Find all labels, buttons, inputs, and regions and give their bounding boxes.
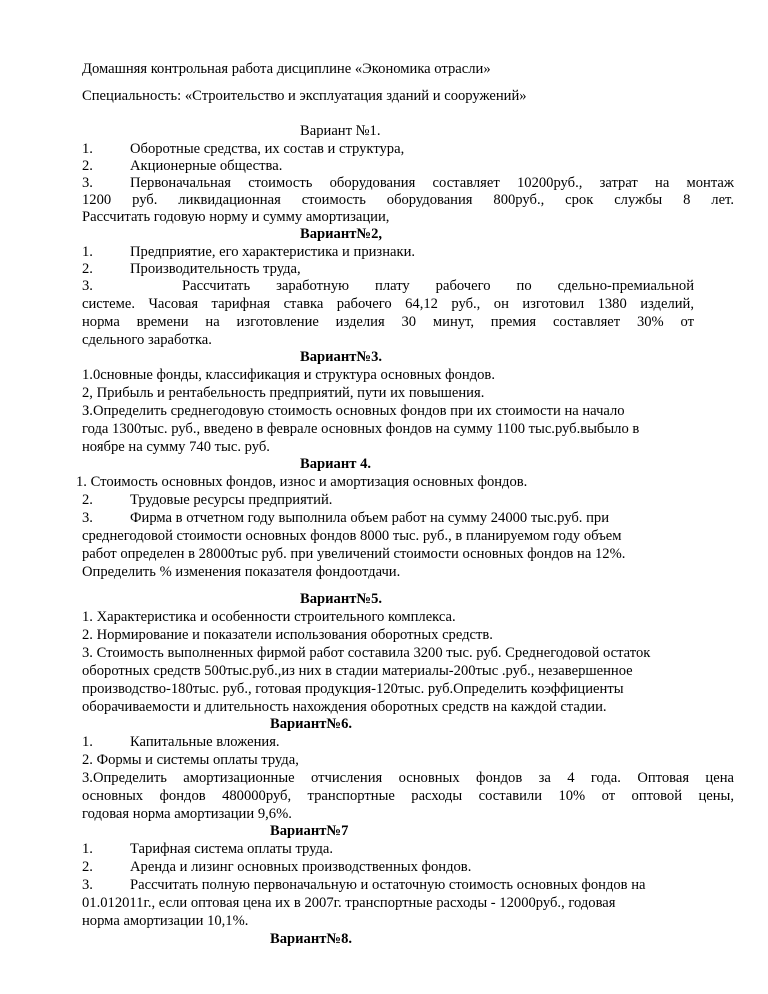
- list-item: Тарифная система оплаты труда.: [130, 841, 334, 857]
- task-line: 3. Стоимость выполненных фирмой работ составила 3200 тыс. руб. Среднегодовой остаток: [82, 645, 651, 661]
- task-line: 01.012011г., если оптовая цена их в 2007г. транспортные расходы - 12000руб., годовая: [82, 895, 616, 911]
- list-item: Аренда и лизинг основных производственных фондов.: [130, 859, 472, 875]
- list-item: Производительность труда,: [130, 261, 301, 277]
- list-number: 3.: [82, 278, 93, 294]
- variant-2-title: Вариант№2,: [300, 226, 383, 242]
- task-line: оборотных средств 500тыс.руб.,из них в стадии материалы-200тыс .руб., незавершенное: [82, 663, 633, 679]
- task-line: ноябре на сумму 740 тыс. руб.: [82, 439, 270, 455]
- variant-8-title: Вариант№8.: [270, 931, 353, 947]
- specialty-line: Специальность: «Строительство и эксплуатация зданий и сооружений»: [82, 88, 527, 104]
- variant-5-title: Вариант№5.: [300, 591, 383, 607]
- list-number: 2.: [82, 158, 93, 174]
- list-item: Капитальные вложения.: [130, 734, 280, 750]
- task-line: производство-180тыс. руб., готовая продукция-120тыс. руб.Определить коэффициенты: [82, 681, 624, 697]
- task-line: оборачиваемости и длительность нахождения оборотных средств на каждой стадии.: [82, 699, 607, 715]
- task-line: З.Определить среднегодовую стоимость основных фондов при их стоимости на начало: [82, 403, 625, 419]
- list-number: 1.: [82, 734, 93, 750]
- list-item: 1. Стоимость основных фондов, износ и амортизация основных фондов.: [76, 474, 528, 490]
- variant-4-title: Вариант 4.: [300, 456, 372, 472]
- task-line: годовая норма амортизации 9,6%.: [82, 806, 292, 822]
- list-item: 2. Нормирование и показатели использования оборотных средств.: [82, 627, 493, 643]
- list-item: 1.0сновные фонды, классификация и структура основных фондов.: [82, 367, 495, 383]
- task-line: норма времени на изготовление изделия 30 минут, премия составляет 30% от: [82, 314, 694, 330]
- task-line: работ определен в 28000тыс руб. при увеличений стоимости основных фондов на 12%.: [82, 546, 626, 562]
- list-number: 1.: [82, 141, 93, 157]
- list-item: Трудовые ресурсы предприятий.: [130, 492, 333, 508]
- task-line: сдельного заработка.: [82, 332, 212, 348]
- list-number: 2.: [82, 859, 93, 875]
- list-item: Акционерные общества.: [130, 158, 283, 174]
- assignment-title: Домашняя контрольная работа дисциплине «Экономика отрасли»: [82, 61, 491, 77]
- task-line: Рассчитать годовую норму и сумму амортизации,: [82, 209, 390, 225]
- list-number: 2.: [82, 492, 93, 508]
- list-item: Предприятие, его характеристика и признаки.: [130, 244, 416, 260]
- list-number: 1.: [82, 244, 93, 260]
- task-line: Фирма в отчетном году выполнила объем работ на сумму 24000 тыс.руб. при: [130, 510, 610, 526]
- task-line: норма амортизации 10,1%.: [82, 913, 249, 929]
- task-line: года 1300тыс. руб., введено в феврале основных фондов на сумму 1100 тыс.руб.выбыло в: [82, 421, 640, 437]
- task-line: 3.Определить амортизационные отчисления основных фондов за 4 года. Оптовая цена: [82, 770, 734, 786]
- task-line: 1200 руб. ликвидационная стоимость оборудования 800руб., срок службы 8 лет.: [82, 192, 734, 208]
- list-number: 1.: [82, 841, 93, 857]
- list-number: 3.: [82, 510, 93, 526]
- task-line: основных фондов 480000руб, транспортные расходы составили 10% от оптовой цены,: [82, 788, 734, 804]
- list-number: 2.: [82, 261, 93, 277]
- task-line: Первоначальная стоимость оборудования составляет 10200руб., затрат на монтаж: [130, 175, 734, 191]
- variant-1-title: Вариант №1.: [300, 123, 381, 139]
- variant-7-title: Вариант№7: [270, 823, 349, 839]
- list-item: Оборотные средства, их состав и структура,: [130, 141, 405, 157]
- variant-3-title: Вариант№3.: [300, 349, 383, 365]
- list-item: 2, Прибыль и рентабельность предприятий, пути их повышения.: [82, 385, 485, 401]
- task-line: среднегодовой стоимости основных фондов 8000 тыс. руб., в планируемом году объем: [82, 528, 622, 544]
- task-line: Рассчитать полную первоначальную и остаточную стоимость основных фондов на: [130, 877, 646, 893]
- list-number: 3.: [82, 175, 93, 191]
- list-number: 3.: [82, 877, 93, 893]
- task-line: Определить % изменения показателя фондоотдачи.: [82, 564, 401, 580]
- task-line: системе. Часовая тарифная ставка рабочего 64,12 руб., он изготовил 1380 изделий,: [82, 296, 694, 312]
- list-item: 2. Формы и системы оплаты труда,: [82, 752, 299, 768]
- list-item: 1. Характеристика и особенности строительного комплекса.: [82, 609, 456, 625]
- task-line: Рассчитать заработную плату рабочего по сдельно-премиальной: [182, 278, 694, 294]
- variant-6-title: Вариант№6.: [270, 716, 353, 732]
